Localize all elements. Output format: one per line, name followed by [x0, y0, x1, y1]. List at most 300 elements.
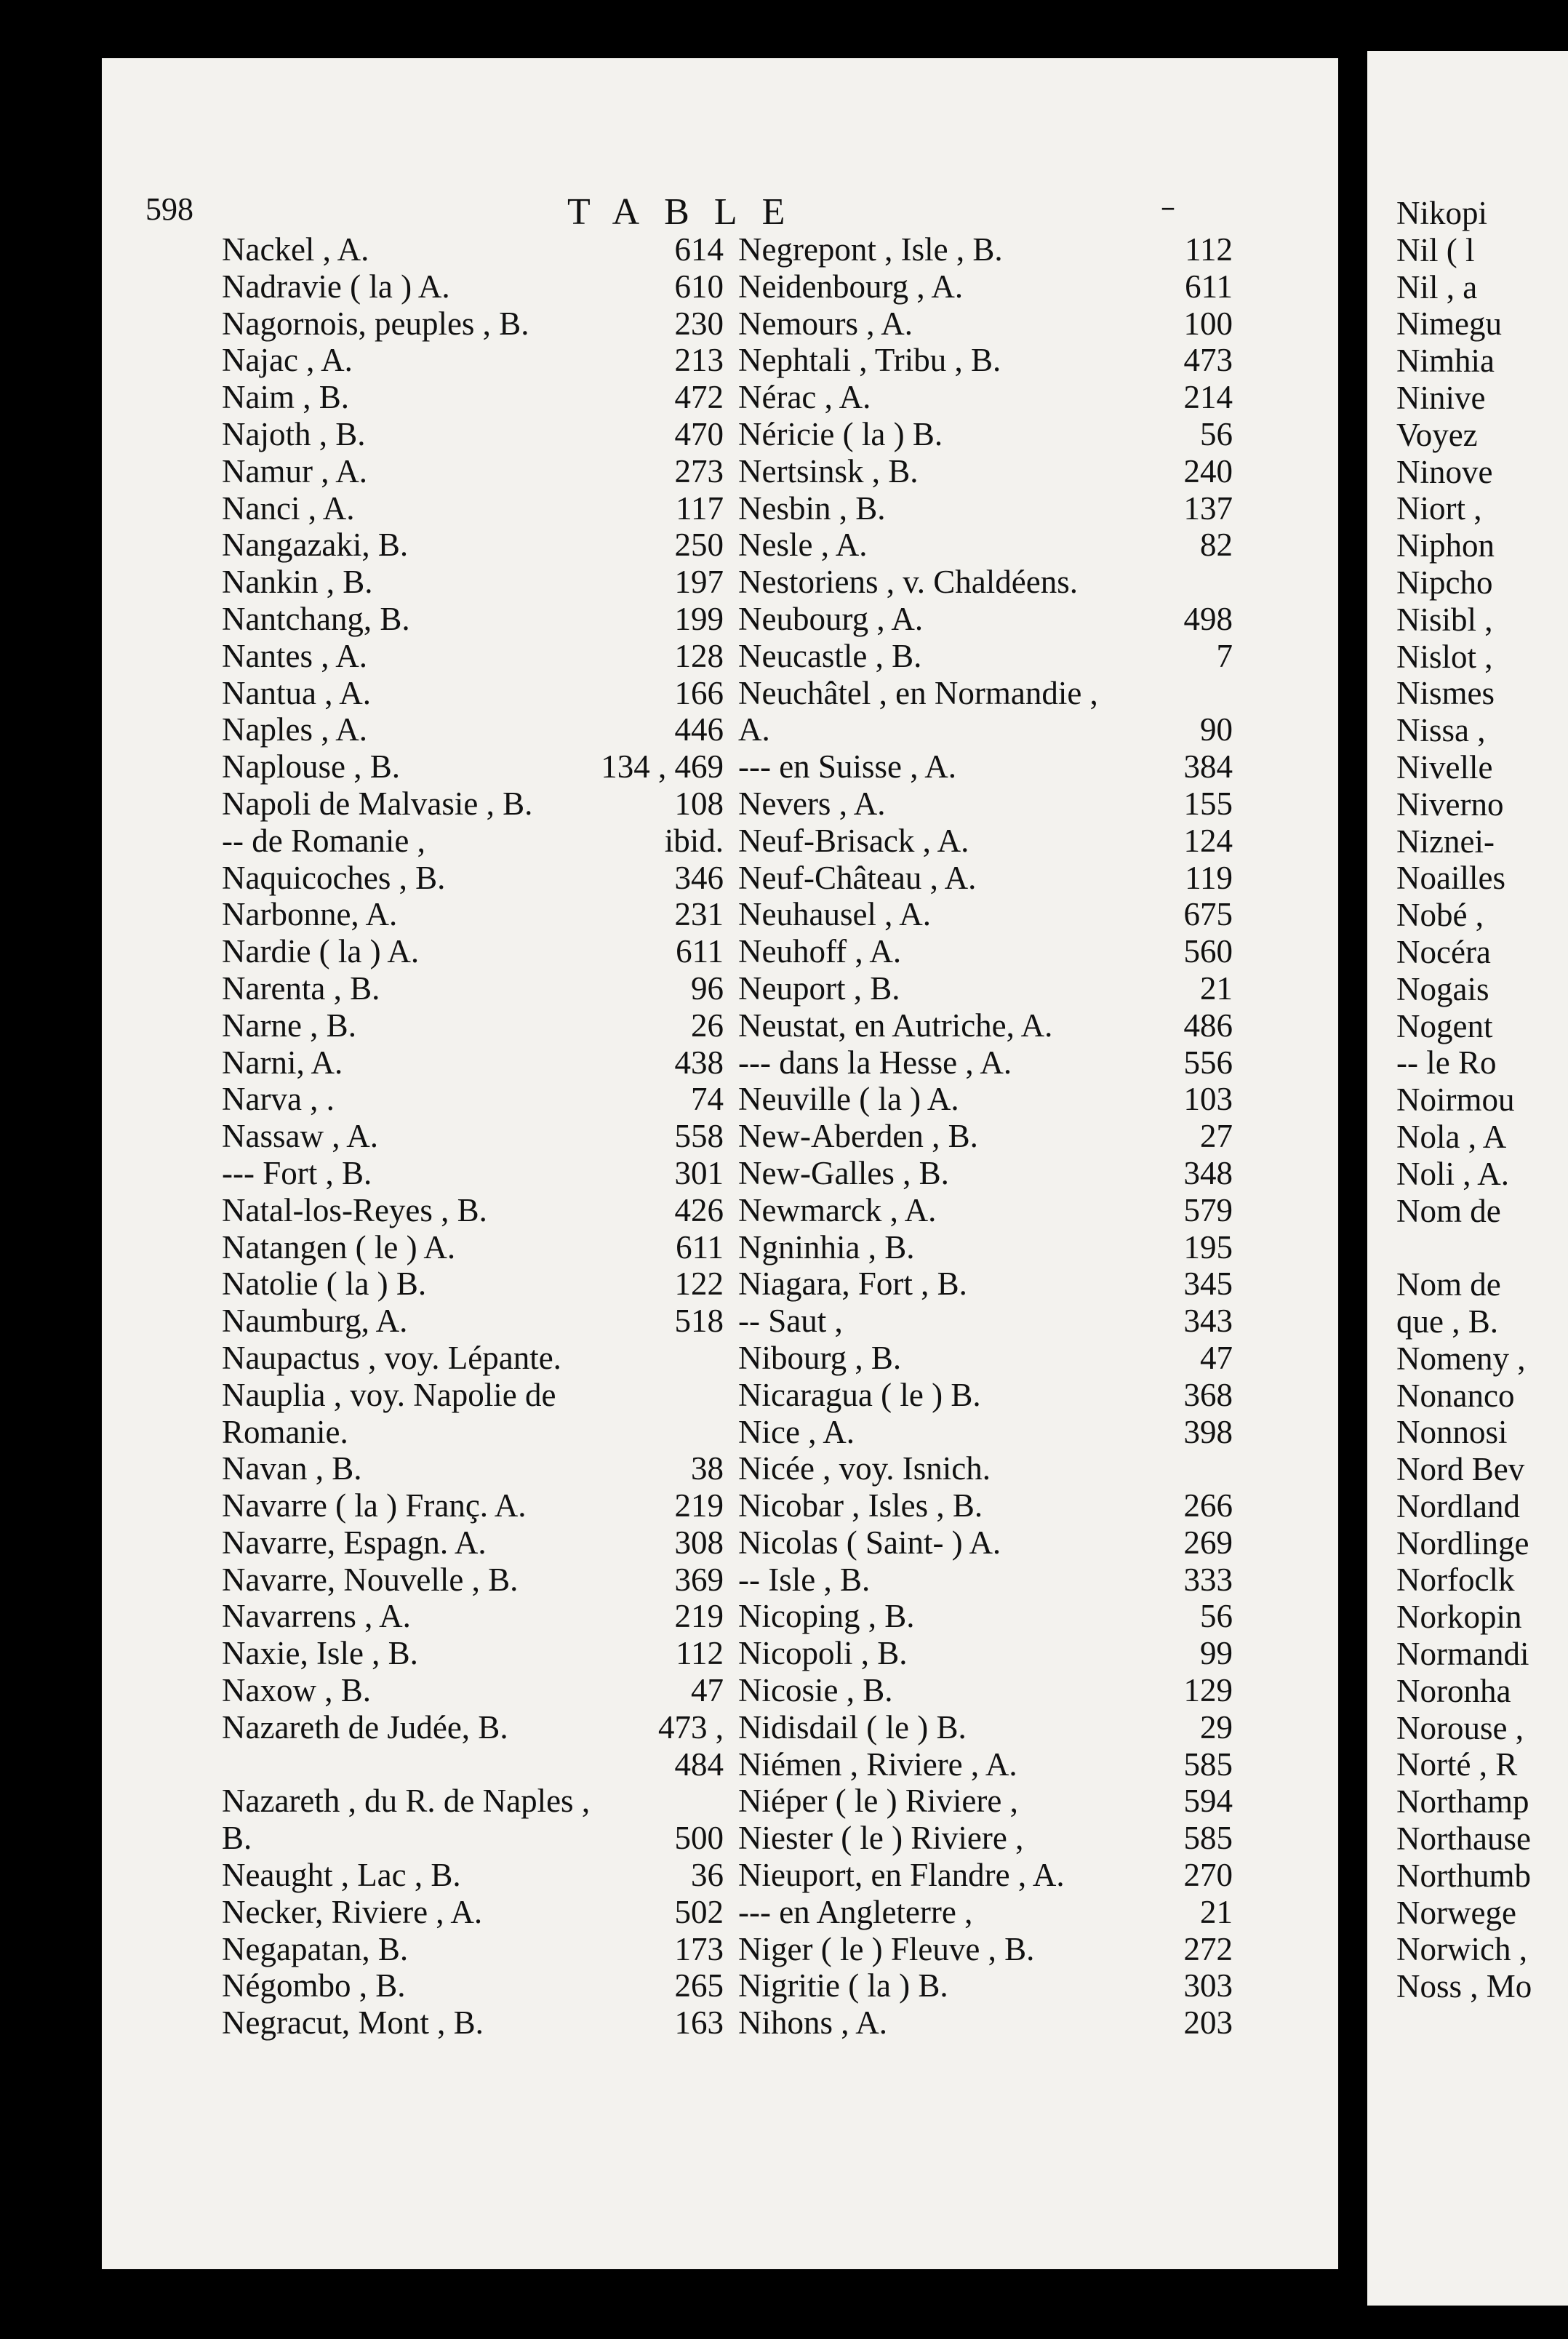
- entry-name: Nemours , A.: [738, 305, 913, 342]
- entry-page: 90: [1200, 711, 1233, 748]
- entry-page: 473 ,: [658, 1708, 724, 1746]
- index-entry: [738, 1377, 1233, 1414]
- entry-name: Ninove: [1396, 453, 1493, 490]
- entry-page: 502: [674, 1893, 724, 1930]
- entry-page: 134 , 469: [601, 748, 724, 785]
- index-entry: [1396, 1636, 1568, 1673]
- entry-name: Nil ( l: [1396, 231, 1475, 268]
- entry-page: 27: [1200, 1118, 1233, 1155]
- entry-name: Natal-los-Reyes , B.: [222, 1191, 487, 1228]
- entry-page: 579: [1183, 1191, 1233, 1228]
- index-entry: [222, 1820, 724, 1857]
- entry-name: Noirmou: [1396, 1081, 1515, 1119]
- entry-name: -- le Ro: [1396, 1044, 1497, 1081]
- entry-name: Nil , a: [1396, 268, 1478, 305]
- entry-name: Niger ( le ) Fleuve , B.: [738, 1930, 1035, 1967]
- entry-name: Nicopoli , B.: [738, 1635, 908, 1672]
- entry-name: Narbonne, A.: [222, 896, 398, 933]
- entry-page: 270: [1183, 1857, 1233, 1894]
- index-entry: [738, 1783, 1233, 1820]
- index-entry: [222, 1303, 724, 1340]
- entry-name: Neustat, en Autriche, A.: [738, 1007, 1053, 1044]
- index-entry: [222, 1487, 724, 1524]
- entry-page: 560: [1183, 933, 1233, 970]
- entry-page: 273: [674, 452, 724, 489]
- index-entry: [738, 1672, 1233, 1709]
- entry-name: Nicée , voy. Isnich.: [738, 1450, 991, 1487]
- entry-page: 108: [674, 785, 724, 822]
- index-entry: [738, 785, 1233, 823]
- index-entry: [1396, 1451, 1568, 1488]
- index-entry: [738, 1820, 1233, 1857]
- entry-name: Négombo , B.: [222, 1967, 406, 2004]
- index-entry: [738, 1598, 1233, 1635]
- entry-name: Normandi: [1396, 1636, 1529, 1673]
- index-entry: [222, 1118, 724, 1155]
- entry-name: Nocéra: [1396, 933, 1491, 970]
- index-entry: [738, 1487, 1233, 1524]
- index-entry: [738, 1303, 1233, 1340]
- entry-page: 518: [674, 1303, 724, 1340]
- index-entry: [1396, 232, 1568, 269]
- entry-name: B.: [222, 1820, 252, 1857]
- entry-name: Nanci , A.: [222, 489, 355, 527]
- entry-page: 611: [1185, 268, 1233, 305]
- index-column-middle: [738, 231, 1233, 2042]
- entry-name: Nom de: [1396, 1266, 1501, 1303]
- index-entry: [1396, 1710, 1568, 1747]
- entry-name: Nevers , A.: [738, 785, 886, 822]
- entry-page: 56: [1200, 1598, 1233, 1635]
- entry-name: Naplouse , B.: [222, 748, 400, 785]
- index-entry: [222, 1377, 724, 1414]
- entry-page: 124: [1183, 822, 1233, 859]
- entry-name: Naxie, Isle , B.: [222, 1635, 418, 1672]
- entry-name: Nertsinsk , B.: [738, 452, 919, 489]
- entry-name: Nauplia , voy. Napolie de: [222, 1376, 556, 1413]
- entry-page: 470: [674, 415, 724, 452]
- entry-name: Nipcho: [1396, 564, 1493, 601]
- entry-name: Napoli de Malvasie , B.: [222, 785, 533, 822]
- entry-page: 614: [674, 231, 724, 268]
- index-entry: [738, 748, 1233, 785]
- entry-name: Nikopi: [1396, 195, 1488, 231]
- index-entry: [1396, 1008, 1568, 1045]
- index-entry: [738, 2004, 1233, 2042]
- entry-name: Najac , A.: [222, 342, 353, 379]
- index-entry: [738, 564, 1233, 601]
- entry-page: 272: [1183, 1930, 1233, 1967]
- entry-page: 199: [674, 600, 724, 637]
- index-entry: [738, 268, 1233, 305]
- index-entry: [222, 231, 724, 268]
- entry-page: 219: [674, 1487, 724, 1524]
- entry-page: 498: [1183, 600, 1233, 637]
- index-entry: [222, 1894, 724, 1931]
- entry-name: Noailles: [1396, 860, 1505, 897]
- entry-name: Norté , R: [1396, 1746, 1518, 1783]
- entry-name: Northause: [1396, 1820, 1531, 1858]
- entry-page: 56: [1200, 415, 1233, 452]
- entry-name: Northamp: [1396, 1783, 1529, 1820]
- entry-name: Nicobar , Isles , B.: [738, 1487, 983, 1524]
- entry-name: Negracut, Mont , B.: [222, 2004, 484, 2042]
- entry-name: Ninive: [1396, 379, 1486, 416]
- entry-name: Norkopin: [1396, 1599, 1522, 1636]
- index-entry: [738, 1894, 1233, 1931]
- index-entry: [222, 896, 724, 933]
- index-entry: [1396, 490, 1568, 527]
- entry-page: 38: [691, 1450, 724, 1487]
- entry-page: 129: [1183, 1672, 1233, 1709]
- index-entry: [738, 1524, 1233, 1562]
- entry-name: Najoth , B.: [222, 415, 366, 452]
- index-entry: [738, 342, 1233, 379]
- index-entry: [738, 896, 1233, 933]
- index-entry: [222, 1081, 724, 1118]
- entry-name: Nisibl ,: [1396, 601, 1493, 638]
- page-number: 598: [145, 191, 193, 227]
- entry-name: Nigritie ( la ) B.: [738, 1967, 948, 2004]
- entry-name: Norouse ,: [1396, 1709, 1524, 1746]
- entry-page: 197: [674, 564, 724, 601]
- index-entry: [738, 379, 1233, 416]
- index-entry: [1396, 823, 1568, 860]
- index-entry: [738, 1450, 1233, 1487]
- index-entry: [222, 638, 724, 675]
- entry-page: 173: [674, 1930, 724, 1967]
- index-entry: [222, 1562, 724, 1599]
- entry-name: Neuf-Brisack , A.: [738, 822, 969, 859]
- index-entry: [222, 416, 724, 453]
- entry-page: 308: [674, 1524, 724, 1561]
- index-entry: [222, 1598, 724, 1635]
- entry-page: 348: [1183, 1154, 1233, 1191]
- index-entry: [738, 1562, 1233, 1599]
- entry-name: Nom de: [1396, 1192, 1501, 1229]
- index-entry: [222, 1044, 724, 1081]
- index-entry: [222, 711, 724, 748]
- entry-name: Naquicoches , B.: [222, 859, 446, 896]
- entry-name: Nieuport, en Flandre , A.: [738, 1857, 1065, 1894]
- entry-page: 47: [691, 1672, 724, 1709]
- index-entry: [222, 379, 724, 416]
- entry-page: 473: [1183, 342, 1233, 379]
- entry-name: Necker, Riviere , A.: [222, 1893, 483, 1930]
- index-entry: [738, 1414, 1233, 1451]
- entry-name: Niester ( le ) Riviere ,: [738, 1820, 1024, 1857]
- entry-page: 484: [674, 1746, 724, 1783]
- index-entry: [1396, 1044, 1568, 1081]
- index-entry: [222, 564, 724, 601]
- entry-page: 112: [676, 1635, 724, 1672]
- entry-name: Niémen , Riviere , A.: [738, 1746, 1017, 1783]
- entry-name: Narni, A.: [222, 1044, 343, 1081]
- index-entry: [1396, 1525, 1568, 1562]
- index-entry: [738, 1118, 1233, 1155]
- index-entry: [222, 490, 724, 527]
- entry-name: Nogent: [1396, 1007, 1493, 1044]
- index-entry: [222, 1783, 724, 1820]
- index-entry: [1396, 417, 1568, 454]
- entry-name: New-Galles , B.: [738, 1154, 949, 1191]
- entry-name: Neuville ( la ) A.: [738, 1081, 959, 1118]
- entry-name: Navarre ( la ) Franç. A.: [222, 1487, 527, 1524]
- index-entry: [738, 305, 1233, 343]
- entry-page: 96: [691, 969, 724, 1007]
- entry-name: Romanie.: [222, 1413, 348, 1450]
- entry-name: Nonanco: [1396, 1377, 1515, 1414]
- entry-page: 269: [1183, 1524, 1233, 1561]
- index-entry: [738, 601, 1233, 638]
- entry-name: Nephtali , Tribu , B.: [738, 342, 1001, 379]
- index-entry: [738, 1007, 1233, 1044]
- index-entry: [1396, 1895, 1568, 1932]
- entry-name: Navarre, Nouvelle , B.: [222, 1561, 519, 1598]
- entry-name: Nislot ,: [1396, 638, 1493, 675]
- index-entry: [222, 1266, 724, 1303]
- entry-name: Noli , A.: [1396, 1155, 1510, 1192]
- index-entry: [222, 1007, 724, 1044]
- entry-page: 250: [674, 527, 724, 564]
- entry-name: Neaught , Lac , B.: [222, 1857, 461, 1894]
- index-entry: [738, 1192, 1233, 1229]
- index-entry: [738, 1931, 1233, 1968]
- entry-name: Norwich ,: [1396, 1931, 1527, 1968]
- entry-page: 36: [691, 1857, 724, 1894]
- entry-name: Narenta , B.: [222, 969, 380, 1007]
- entry-page: 343: [1183, 1303, 1233, 1340]
- entry-name: Nagornois, peuples , B.: [222, 305, 529, 342]
- index-entry: [222, 601, 724, 638]
- entry-name: Neubourg , A.: [738, 600, 924, 637]
- entry-name: Neuport , B.: [738, 969, 900, 1007]
- entry-page: 398: [1183, 1413, 1233, 1450]
- entry-name: Narne , B.: [222, 1007, 356, 1044]
- index-entry: [1396, 527, 1568, 564]
- entry-page: 585: [1183, 1746, 1233, 1783]
- entry-page: 486: [1183, 1007, 1233, 1044]
- entry-name: Neucastle , B.: [738, 637, 922, 674]
- entry-page: 82: [1200, 527, 1233, 564]
- index-entry: [1396, 1340, 1568, 1378]
- entry-name: Ngninhia , B.: [738, 1228, 915, 1266]
- index-entry: [1396, 1229, 1568, 1266]
- entry-name: Niéper ( le ) Riviere ,: [738, 1783, 1018, 1820]
- entry-name: Northumb: [1396, 1857, 1531, 1894]
- entry-page: 369: [674, 1561, 724, 1598]
- index-entry: [1396, 971, 1568, 1008]
- index-entry: [1396, 1156, 1568, 1193]
- index-entry: [222, 1524, 724, 1562]
- entry-name: --- en Angleterre ,: [738, 1893, 973, 1930]
- index-entry: [738, 453, 1233, 490]
- entry-name: Nicaragua ( le ) B.: [738, 1376, 981, 1413]
- entry-page: 384: [1183, 748, 1233, 785]
- entry-page: 99: [1200, 1635, 1233, 1672]
- index-entry: [738, 675, 1233, 712]
- index-entry: [1396, 380, 1568, 417]
- entry-name: Voyez: [1396, 416, 1478, 453]
- entry-name: Nordlinge: [1396, 1524, 1529, 1562]
- entry-name: Nicolas ( Saint- ) A.: [738, 1524, 1001, 1561]
- index-entry: [738, 1340, 1233, 1377]
- entry-name: Naumburg, A.: [222, 1303, 408, 1340]
- index-entry: [222, 970, 724, 1007]
- index-entry: [1396, 1119, 1568, 1156]
- index-entry: [1396, 786, 1568, 823]
- entry-name: Nice , A.: [738, 1413, 855, 1450]
- index-entry: [1396, 860, 1568, 897]
- index-entry: [738, 1229, 1233, 1266]
- index-entry: [222, 1672, 724, 1709]
- page-title: TABLE: [567, 191, 810, 233]
- index-entry: [738, 1967, 1233, 2004]
- index-entry: [1396, 1193, 1568, 1230]
- index-entry: [738, 1044, 1233, 1081]
- index-entry: [222, 1635, 724, 1672]
- index-entry: [222, 527, 724, 564]
- entry-page: 195: [1183, 1228, 1233, 1266]
- entry-page: 112: [1185, 231, 1233, 268]
- index-entry: [222, 1229, 724, 1266]
- entry-name: Nobé ,: [1396, 897, 1484, 934]
- entry-name: Nackel , A.: [222, 231, 369, 268]
- entry-name: Norfoclk: [1396, 1562, 1515, 1599]
- entry-name: Nicoping , B.: [738, 1598, 915, 1635]
- entry-name: Nantua , A.: [222, 674, 371, 711]
- entry-page: 122: [674, 1266, 724, 1303]
- index-entry: [1396, 934, 1568, 971]
- header-dash: –: [1161, 191, 1175, 224]
- index-entry: [1396, 1673, 1568, 1710]
- entry-name: -- de Romanie ,: [222, 822, 425, 859]
- entry-name: Newmarck , A.: [738, 1191, 937, 1228]
- entry-name: Nordland: [1396, 1487, 1520, 1524]
- index-entry: [738, 231, 1233, 268]
- entry-page: 21: [1200, 969, 1233, 1007]
- index-entry: [222, 1746, 724, 1783]
- index-entry: [1396, 897, 1568, 934]
- index-entry: [222, 1450, 724, 1487]
- entry-name: Nismes: [1396, 675, 1495, 712]
- entry-page: 594: [1183, 1783, 1233, 1820]
- entry-name: Neuf-Château , A.: [738, 859, 977, 896]
- entry-name: New-Aberden , B.: [738, 1118, 978, 1155]
- entry-page: 368: [1183, 1376, 1233, 1413]
- index-entry: [222, 1967, 724, 2004]
- entry-name: Negapatan, B.: [222, 1930, 409, 1967]
- entry-name: Natolie ( la ) B.: [222, 1266, 427, 1303]
- entry-page: 74: [691, 1081, 724, 1118]
- entry-page: 303: [1183, 1967, 1233, 2004]
- entry-name: Neuhausel , A.: [738, 896, 931, 933]
- entry-name: Nestoriens , v. Chaldéens.: [738, 564, 1078, 601]
- index-entry: [1396, 675, 1568, 712]
- entry-name: Nissa ,: [1396, 712, 1486, 749]
- entry-page: 500: [674, 1820, 724, 1857]
- entry-name: Nihons , A.: [738, 2004, 888, 2042]
- entry-page: 214: [1183, 379, 1233, 416]
- entry-name: Neidenbourg , A.: [738, 268, 964, 305]
- entry-name: Navarrens , A.: [222, 1598, 411, 1635]
- entry-name: Niagara, Fort , B.: [738, 1266, 967, 1303]
- entry-page: 100: [1183, 305, 1233, 342]
- entry-name: Niort ,: [1396, 490, 1482, 527]
- entry-name: Nantes , A.: [222, 637, 367, 674]
- entry-name: Navarre, Espagn. A.: [222, 1524, 487, 1561]
- entry-page: 472: [674, 379, 724, 416]
- entry-page: 137: [1183, 489, 1233, 527]
- entry-page: 558: [674, 1118, 724, 1155]
- index-entry: [738, 1635, 1233, 1672]
- index-entry: [1396, 1968, 1568, 2005]
- entry-name: Nangazaki, B.: [222, 527, 409, 564]
- entry-name: Nesbin , B.: [738, 489, 886, 527]
- index-entry: [222, 1931, 724, 1968]
- entry-name: Naupactus , voy. Lépante.: [222, 1339, 561, 1376]
- entry-page: 333: [1183, 1561, 1233, 1598]
- index-entry: [1396, 564, 1568, 601]
- entry-name: Naxow , B.: [222, 1672, 371, 1709]
- entry-name: Nicosie , B.: [738, 1672, 893, 1709]
- entry-page: 166: [674, 674, 724, 711]
- index-entry: [222, 1155, 724, 1192]
- index-entry: [1396, 1488, 1568, 1525]
- index-entry: [738, 860, 1233, 897]
- entry-page: 345: [1183, 1266, 1233, 1303]
- entry-page: 119: [1185, 859, 1233, 896]
- entry-name: Nord Bev: [1396, 1451, 1525, 1488]
- index-entry: [222, 1709, 724, 1746]
- index-entry: [222, 1192, 724, 1229]
- index-entry: [1396, 343, 1568, 380]
- entry-name: Niphon: [1396, 527, 1495, 564]
- index-entry: [738, 1081, 1233, 1118]
- index-entry: [1396, 1081, 1568, 1119]
- index-entry: [1396, 195, 1568, 232]
- index-entry: [222, 1414, 724, 1451]
- index-entry: [222, 823, 724, 860]
- entry-page: 47: [1200, 1339, 1233, 1376]
- entry-page: 446: [674, 711, 724, 748]
- entry-page: 426: [674, 1191, 724, 1228]
- entry-name: Nazareth , du R. de Naples ,: [222, 1783, 591, 1820]
- index-entry: [738, 823, 1233, 860]
- entry-page: 7: [1216, 637, 1233, 674]
- entry-name: Nivelle: [1396, 748, 1493, 785]
- entry-name: Nomeny ,: [1396, 1340, 1526, 1377]
- index-entry: [738, 1857, 1233, 1894]
- entry-name: Norwege: [1396, 1894, 1516, 1931]
- entry-name: Nimegu: [1396, 305, 1502, 343]
- entry-name: -- Isle , B.: [738, 1561, 871, 1598]
- entry-name: Niverno: [1396, 785, 1504, 823]
- index-entry: [1396, 1931, 1568, 1968]
- index-entry: [1396, 454, 1568, 491]
- entry-page: 240: [1183, 452, 1233, 489]
- entry-page: 155: [1183, 785, 1233, 822]
- entry-name: Naples , A.: [222, 711, 367, 748]
- entry-name: --- Fort , B.: [222, 1154, 372, 1191]
- index-entry: [222, 785, 724, 823]
- index-entry: [222, 453, 724, 490]
- entry-name: --- dans la Hesse , A.: [738, 1044, 1012, 1081]
- index-entry: [738, 970, 1233, 1007]
- entry-page: 610: [674, 268, 724, 305]
- index-entry: [738, 711, 1233, 748]
- entry-name: Nidisdail ( le ) B.: [738, 1708, 967, 1746]
